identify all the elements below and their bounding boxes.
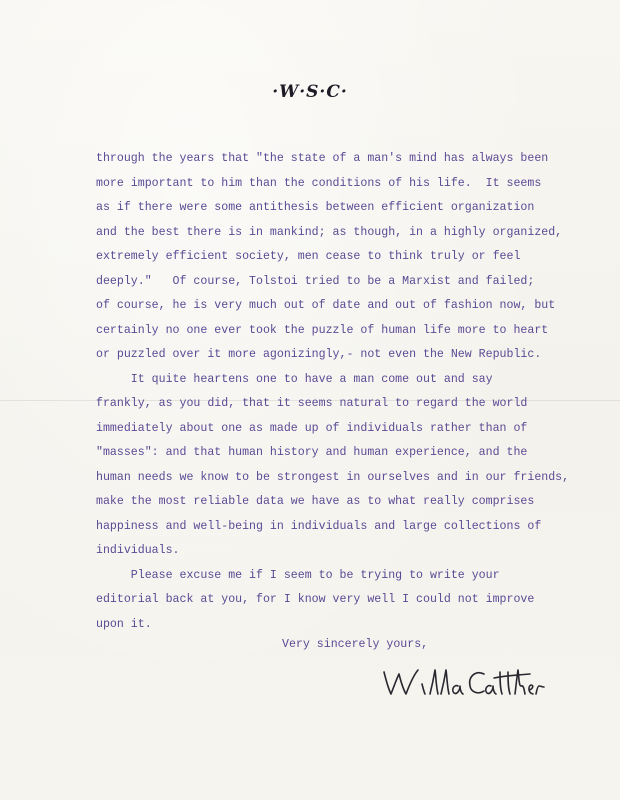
letterhead-monogram: ·W·S·C·	[272, 82, 348, 102]
body-line: as if there were some antithesis between efficient organization	[96, 201, 535, 214]
body-line: upon it.	[96, 617, 152, 631]
body-line: more important to him than the conditions of his life. It seems	[96, 176, 542, 190]
body-line: through the years that "the state of a man's mind has always been	[96, 152, 549, 165]
body-line: of course, he is very much out of date and out of fashion now, but	[96, 299, 556, 312]
body-line: happiness and well-being in individuals and large collections of	[96, 519, 542, 533]
closing-salutation: Very sincerely yours,	[282, 638, 429, 651]
body-line: and the best there is in mankind; as though, in a highly organized,	[96, 225, 563, 239]
body-line: or puzzled over it more agonizingly,- not even the New Republic.	[96, 348, 542, 361]
body-line: frankly, as you did, that it seems natural to regard the world	[96, 397, 528, 410]
body-line: immediately about one as made up of individuals rather than of	[96, 421, 528, 435]
handwritten-signature	[378, 658, 548, 708]
body-line: Please excuse me if I seem to be trying to write your	[96, 568, 500, 582]
body-line: human needs we know to be strongest in ourselves and in our friends,	[96, 470, 570, 484]
body-line: It quite heartens one to have a man come out and say	[96, 372, 493, 386]
body-line: certainly no one ever took the puzzle of human life more to heart	[96, 323, 549, 337]
body-line: make the most reliable data we have as to what really comprises	[96, 495, 535, 508]
body-line: "masses": and that human history and human experience, and the	[96, 446, 528, 459]
body-line: deeply." Of course, Tolstoi tried to be a Marxist and failed;	[96, 274, 535, 288]
body-line: editorial back at you, for I know very well I could not improve	[96, 593, 535, 606]
letter-body	[96, 147, 596, 637]
body-line: extremely efficient society, men cease to think truly or feel	[96, 250, 521, 263]
body-line: individuals.	[96, 544, 180, 557]
